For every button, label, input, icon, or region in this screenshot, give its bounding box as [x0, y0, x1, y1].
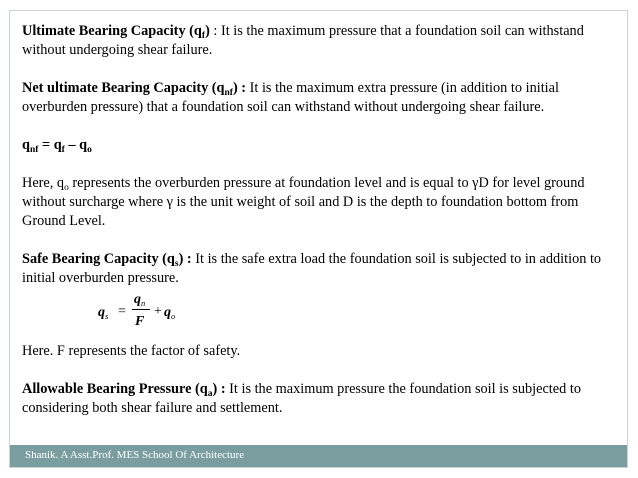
formula-q: q [22, 137, 30, 153]
term [22, 251, 192, 267]
footer-author: Shanik. A Asst.Prof. MES School Of Architecture [25, 449, 245, 461]
allowable-bearing-pressure-paragraph [22, 380, 612, 418]
term [22, 80, 246, 96]
num-sub: n [141, 298, 146, 308]
spacer [22, 231, 612, 250]
lhs-q: q [98, 305, 105, 320]
definition-text: It is the maximum pressure the foundation soil is subjected to considering both shear failure and settlement. [22, 381, 581, 416]
lhs-sub: s [105, 311, 109, 321]
term-close: ) : [212, 381, 226, 397]
definition-text: : It is the maximum pressure that a foundation soil can withstand without undergoing shear failure. [22, 23, 584, 58]
definition-text: It is the safe extra load the foundation soil is subjected to in addition to initial overburden pressure. [22, 251, 602, 286]
equals-sign: = [118, 304, 126, 319]
term-text: Allowable Bearing Pressure (q [22, 381, 208, 397]
spacer [22, 155, 612, 174]
term-close: ) : [178, 251, 192, 267]
fraction-denominator: F [135, 314, 145, 329]
spacer [22, 117, 612, 136]
safe-bearing-capacity-paragraph [22, 250, 612, 288]
plus-sign: + [154, 304, 162, 319]
formula-sub-o: o [87, 145, 92, 155]
term-close: ) : [232, 80, 247, 96]
overburden-explanation-paragraph [22, 174, 612, 231]
rhs-sub: o [171, 311, 176, 321]
term [22, 381, 226, 397]
term-text: Safe Bearing Capacity (q [22, 251, 175, 267]
net-ultimate-bearing-capacity-paragraph [22, 79, 612, 117]
term-text: Ultimate Bearing Capacity (q [22, 23, 202, 39]
text-part-2: represents the overburden pressure at foundation level and is equal to γD for level ground without surcharge where γ is the unit weight of soil and D is the depth to foundation bottom from Ground Level. [22, 175, 585, 229]
formula-equals-q: = q [38, 137, 62, 153]
equation-lhs [98, 303, 108, 322]
formula-minus-q: – q [64, 137, 88, 153]
fraction-bar [132, 309, 150, 310]
term-subscript: s [174, 259, 179, 269]
safe-capacity-equation [98, 292, 612, 332]
spacer [22, 361, 612, 380]
fraction-numerator [134, 290, 145, 309]
term-subscript: nf [224, 88, 233, 98]
term-subscript: f [201, 31, 206, 41]
slide-content [22, 22, 612, 418]
term-subscript: a [207, 389, 213, 399]
net-capacity-formula [22, 136, 612, 155]
ultimate-bearing-capacity-paragraph [22, 22, 612, 60]
footer-bar [10, 445, 627, 467]
term-close: ) [205, 23, 210, 39]
factor-of-safety-paragraph: Here. F represents the factor of safety. [22, 343, 241, 359]
term-text: Net ultimate Bearing Capacity (q [22, 80, 225, 96]
equation-rhs [164, 303, 175, 322]
text-part-1: Here, q [22, 175, 65, 191]
spacer [22, 60, 612, 79]
rhs-q: q [164, 305, 171, 320]
formula-sub-f: f [61, 145, 65, 155]
formula-sub-nf: nf [29, 145, 39, 155]
definition-text: It is the maximum extra pressure (in addition to initial overburden pressure) that a foundation soil can withstand without undergoing shear failure. [22, 80, 559, 115]
term [22, 23, 210, 39]
subscript-o: o [64, 183, 69, 193]
num-q: q [134, 292, 141, 307]
